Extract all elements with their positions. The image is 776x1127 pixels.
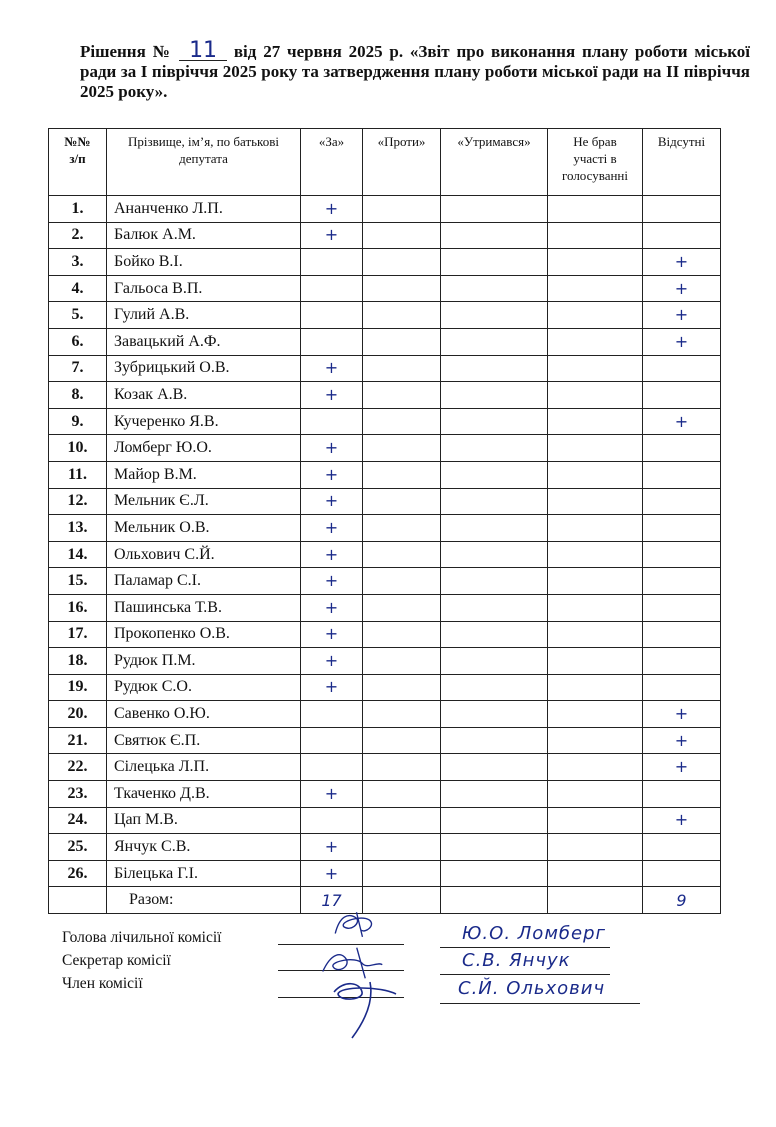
row-deputy-name: Янчук С.В. xyxy=(107,834,301,861)
total-abstained xyxy=(441,887,548,914)
total-not-voted xyxy=(548,887,643,914)
row-absent: + xyxy=(643,302,721,329)
row-deputy-name: Кучеренко Я.В. xyxy=(107,408,301,435)
row-absent xyxy=(643,568,721,595)
row-vote-for xyxy=(301,249,363,276)
row-vote-against xyxy=(363,488,441,515)
row-deputy-name: Рудюк П.М. xyxy=(107,648,301,675)
table-row xyxy=(49,781,721,808)
header-name: Прізвище, ім’я, по батькові депутата xyxy=(107,129,301,196)
row-not-voted xyxy=(548,781,643,808)
row-not-voted xyxy=(548,222,643,249)
total-for: 17 xyxy=(301,887,363,914)
chair-name-line xyxy=(440,947,610,948)
row-not-voted xyxy=(548,674,643,701)
row-vote-against xyxy=(363,674,441,701)
table-row xyxy=(49,382,721,409)
row-deputy-name: Гальоса В.П. xyxy=(107,275,301,302)
row-vote-for: + xyxy=(301,568,363,595)
secretary-name-line xyxy=(440,974,610,975)
row-vote-against xyxy=(363,302,441,329)
total-label: Разом: xyxy=(107,887,301,914)
row-absent xyxy=(643,488,721,515)
table-row xyxy=(49,648,721,675)
table-row xyxy=(49,568,721,595)
row-deputy-name: Паламар С.І. xyxy=(107,568,301,595)
total-num-cell xyxy=(49,887,107,914)
chair-label: Голова лічильної комісії xyxy=(62,929,222,946)
row-absent xyxy=(643,515,721,542)
row-absent: + xyxy=(643,249,721,276)
row-vote-against xyxy=(363,807,441,834)
row-not-voted xyxy=(548,355,643,382)
row-deputy-name: Ананченко Л.П. xyxy=(107,196,301,223)
row-vote-abstained xyxy=(441,621,548,648)
row-deputy-name: Зубрицький О.В. xyxy=(107,355,301,382)
row-vote-against xyxy=(363,594,441,621)
row-not-voted xyxy=(548,196,643,223)
row-absent xyxy=(643,355,721,382)
row-num: 13. xyxy=(49,515,107,542)
row-vote-abstained xyxy=(441,302,548,329)
member-label: Член комісії xyxy=(62,975,143,992)
row-deputy-name: Гулий А.В. xyxy=(107,302,301,329)
table-row xyxy=(49,754,721,781)
row-absent xyxy=(643,648,721,675)
row-vote-against xyxy=(363,355,441,382)
row-deputy-name: Козак А.В. xyxy=(107,382,301,409)
row-vote-for xyxy=(301,727,363,754)
row-not-voted xyxy=(548,834,643,861)
table-row xyxy=(49,328,721,355)
row-vote-against xyxy=(363,515,441,542)
row-num: 6. xyxy=(49,328,107,355)
row-vote-for: + xyxy=(301,355,363,382)
row-vote-abstained xyxy=(441,781,548,808)
table-row xyxy=(49,727,721,754)
row-absent: + xyxy=(643,727,721,754)
row-num: 11. xyxy=(49,461,107,488)
row-absent xyxy=(643,674,721,701)
table-row xyxy=(49,222,721,249)
row-deputy-name: Цап М.В. xyxy=(107,807,301,834)
voting-table xyxy=(48,128,721,914)
table-row xyxy=(49,674,721,701)
row-deputy-name: Бойко В.І. xyxy=(107,249,301,276)
row-num: 23. xyxy=(49,781,107,808)
row-not-voted xyxy=(548,408,643,435)
row-num: 3. xyxy=(49,249,107,276)
row-vote-against xyxy=(363,222,441,249)
row-deputy-name: Пашинська Т.В. xyxy=(107,594,301,621)
row-deputy-name: Ольхович С.Й. xyxy=(107,541,301,568)
row-vote-abstained xyxy=(441,648,548,675)
row-vote-abstained xyxy=(441,701,548,728)
table-header-row xyxy=(49,129,721,196)
table-row xyxy=(49,249,721,276)
row-absent xyxy=(643,222,721,249)
row-vote-abstained xyxy=(441,541,548,568)
row-vote-for: + xyxy=(301,461,363,488)
row-not-voted xyxy=(548,515,643,542)
row-vote-for: + xyxy=(301,488,363,515)
row-num: 2. xyxy=(49,222,107,249)
row-num: 22. xyxy=(49,754,107,781)
row-deputy-name: Балюк А.М. xyxy=(107,222,301,249)
row-num: 5. xyxy=(49,302,107,329)
row-not-voted xyxy=(548,435,643,462)
header-against: «Проти» xyxy=(363,129,441,196)
row-vote-against xyxy=(363,727,441,754)
table-row xyxy=(49,488,721,515)
row-vote-abstained xyxy=(441,249,548,276)
row-not-voted xyxy=(548,727,643,754)
header-not-voted: Не брав участі в голосуванні xyxy=(548,129,643,196)
row-absent xyxy=(643,435,721,462)
row-vote-for: + xyxy=(301,781,363,808)
row-vote-abstained xyxy=(441,594,548,621)
row-vote-abstained xyxy=(441,328,548,355)
table-row xyxy=(49,594,721,621)
row-deputy-name: Рудюк С.О. xyxy=(107,674,301,701)
row-vote-for: + xyxy=(301,515,363,542)
row-vote-abstained xyxy=(441,807,548,834)
commission-block xyxy=(62,926,221,995)
row-vote-against xyxy=(363,754,441,781)
row-vote-for: + xyxy=(301,382,363,409)
row-absent xyxy=(643,594,721,621)
row-vote-for xyxy=(301,754,363,781)
row-absent: + xyxy=(643,408,721,435)
row-deputy-name: Мельник О.В. xyxy=(107,515,301,542)
table-row xyxy=(49,541,721,568)
row-not-voted xyxy=(548,249,643,276)
row-deputy-name: Завацький А.Ф. xyxy=(107,328,301,355)
row-vote-abstained xyxy=(441,568,548,595)
row-not-voted xyxy=(548,807,643,834)
row-vote-against xyxy=(363,382,441,409)
row-vote-against xyxy=(363,860,441,887)
table-row xyxy=(49,807,721,834)
decision-title: «Звіт про виконання плану роботи міської ради за І півріччя 2025 року та затвердження плану роботи міської ради на ІІ півріччя 2025 року». xyxy=(80,42,750,101)
row-vote-for: + xyxy=(301,594,363,621)
row-not-voted xyxy=(548,621,643,648)
row-vote-for: + xyxy=(301,621,363,648)
row-deputy-name: Ткаченко Д.В. xyxy=(107,781,301,808)
table-row xyxy=(49,435,721,462)
row-deputy-name: Мельник Є.Л. xyxy=(107,488,301,515)
row-not-voted xyxy=(548,302,643,329)
row-absent xyxy=(643,781,721,808)
row-vote-for: + xyxy=(301,860,363,887)
member-name: С.Й. Ольхович xyxy=(458,978,606,999)
header-abstained: «Утримався» xyxy=(441,129,548,196)
row-vote-against xyxy=(363,249,441,276)
row-absent: + xyxy=(643,754,721,781)
row-num: 4. xyxy=(49,275,107,302)
row-vote-for: + xyxy=(301,834,363,861)
row-vote-for xyxy=(301,302,363,329)
total-absent: 9 xyxy=(643,887,721,914)
header-num: №№ з/п xyxy=(49,129,107,196)
row-absent: + xyxy=(643,701,721,728)
row-vote-against xyxy=(363,701,441,728)
row-num: 1. xyxy=(49,196,107,223)
secretary-name: С.В. Янчук xyxy=(462,950,571,971)
row-vote-for xyxy=(301,807,363,834)
row-absent: + xyxy=(643,328,721,355)
row-num: 8. xyxy=(49,382,107,409)
row-vote-abstained xyxy=(441,515,548,542)
chair-sign-line xyxy=(278,944,404,945)
row-vote-abstained xyxy=(441,834,548,861)
row-vote-abstained xyxy=(441,196,548,223)
row-num: 19. xyxy=(49,674,107,701)
row-not-voted xyxy=(548,754,643,781)
table-row xyxy=(49,302,721,329)
member-name-line xyxy=(440,1003,640,1004)
decision-number: 11 xyxy=(179,42,227,61)
row-vote-against xyxy=(363,781,441,808)
row-deputy-name: Білецька Г.І. xyxy=(107,860,301,887)
row-num: 20. xyxy=(49,701,107,728)
row-deputy-name: Савенко О.Ю. xyxy=(107,701,301,728)
row-vote-against xyxy=(363,408,441,435)
row-vote-for: + xyxy=(301,435,363,462)
row-vote-abstained xyxy=(441,461,548,488)
row-vote-for: + xyxy=(301,196,363,223)
row-num: 18. xyxy=(49,648,107,675)
row-vote-for xyxy=(301,328,363,355)
row-vote-for xyxy=(301,408,363,435)
row-vote-abstained xyxy=(441,382,548,409)
row-vote-for: + xyxy=(301,222,363,249)
table-row xyxy=(49,275,721,302)
row-vote-abstained xyxy=(441,355,548,382)
table-row xyxy=(49,515,721,542)
table-row xyxy=(49,834,721,861)
row-vote-for xyxy=(301,701,363,728)
row-absent: + xyxy=(643,275,721,302)
row-vote-abstained xyxy=(441,674,548,701)
row-vote-against xyxy=(363,196,441,223)
row-vote-abstained xyxy=(441,488,548,515)
row-not-voted xyxy=(548,488,643,515)
row-not-voted xyxy=(548,594,643,621)
row-absent xyxy=(643,461,721,488)
row-vote-for xyxy=(301,275,363,302)
row-vote-abstained xyxy=(441,754,548,781)
row-deputy-name: Прокопенко О.В. xyxy=(107,621,301,648)
decision-prefix: Рішення № xyxy=(80,42,173,61)
row-not-voted xyxy=(548,568,643,595)
row-deputy-name: Сілецька Л.П. xyxy=(107,754,301,781)
header-for: «За» xyxy=(301,129,363,196)
row-vote-abstained xyxy=(441,222,548,249)
row-num: 17. xyxy=(49,621,107,648)
row-num: 9. xyxy=(49,408,107,435)
row-absent xyxy=(643,860,721,887)
row-num: 16. xyxy=(49,594,107,621)
row-not-voted xyxy=(548,648,643,675)
row-num: 14. xyxy=(49,541,107,568)
row-not-voted xyxy=(548,461,643,488)
row-num: 26. xyxy=(49,860,107,887)
row-vote-abstained xyxy=(441,727,548,754)
row-not-voted xyxy=(548,328,643,355)
row-deputy-name: Ломберг Ю.О. xyxy=(107,435,301,462)
row-vote-against xyxy=(363,621,441,648)
row-absent xyxy=(643,621,721,648)
row-absent xyxy=(643,834,721,861)
row-vote-against xyxy=(363,568,441,595)
row-vote-abstained xyxy=(441,275,548,302)
row-absent xyxy=(643,196,721,223)
row-num: 24. xyxy=(49,807,107,834)
header-absent: Відсутні xyxy=(643,129,721,196)
row-not-voted xyxy=(548,275,643,302)
row-vote-against xyxy=(363,541,441,568)
row-num: 21. xyxy=(49,727,107,754)
row-vote-abstained xyxy=(441,435,548,462)
table-row xyxy=(49,860,721,887)
table-row xyxy=(49,355,721,382)
row-vote-against xyxy=(363,435,441,462)
member-signature xyxy=(300,972,430,1042)
row-vote-for: + xyxy=(301,541,363,568)
row-absent xyxy=(643,541,721,568)
row-not-voted xyxy=(548,541,643,568)
table-row xyxy=(49,461,721,488)
row-vote-against xyxy=(363,648,441,675)
table-row xyxy=(49,196,721,223)
secretary-label: Секретар комісії xyxy=(62,952,171,969)
row-vote-for: + xyxy=(301,674,363,701)
row-not-voted xyxy=(548,860,643,887)
table-row xyxy=(49,621,721,648)
decision-heading xyxy=(80,38,750,102)
row-vote-for: + xyxy=(301,648,363,675)
row-vote-against xyxy=(363,834,441,861)
decision-date: від 27 червня 2025 р. xyxy=(233,42,404,61)
chair-name: Ю.О. Ломберг xyxy=(462,923,606,944)
row-absent xyxy=(643,382,721,409)
chair-signature xyxy=(300,908,430,942)
row-vote-abstained xyxy=(441,408,548,435)
table-row xyxy=(49,408,721,435)
row-deputy-name: Майор В.М. xyxy=(107,461,301,488)
row-vote-against xyxy=(363,461,441,488)
row-not-voted xyxy=(548,382,643,409)
row-not-voted xyxy=(548,701,643,728)
row-deputy-name: Святюк Є.П. xyxy=(107,727,301,754)
row-vote-against xyxy=(363,275,441,302)
row-num: 12. xyxy=(49,488,107,515)
table-row xyxy=(49,701,721,728)
row-absent: + xyxy=(643,807,721,834)
row-vote-against xyxy=(363,328,441,355)
row-num: 7. xyxy=(49,355,107,382)
row-vote-abstained xyxy=(441,860,548,887)
row-num: 15. xyxy=(49,568,107,595)
row-num: 25. xyxy=(49,834,107,861)
row-num: 10. xyxy=(49,435,107,462)
